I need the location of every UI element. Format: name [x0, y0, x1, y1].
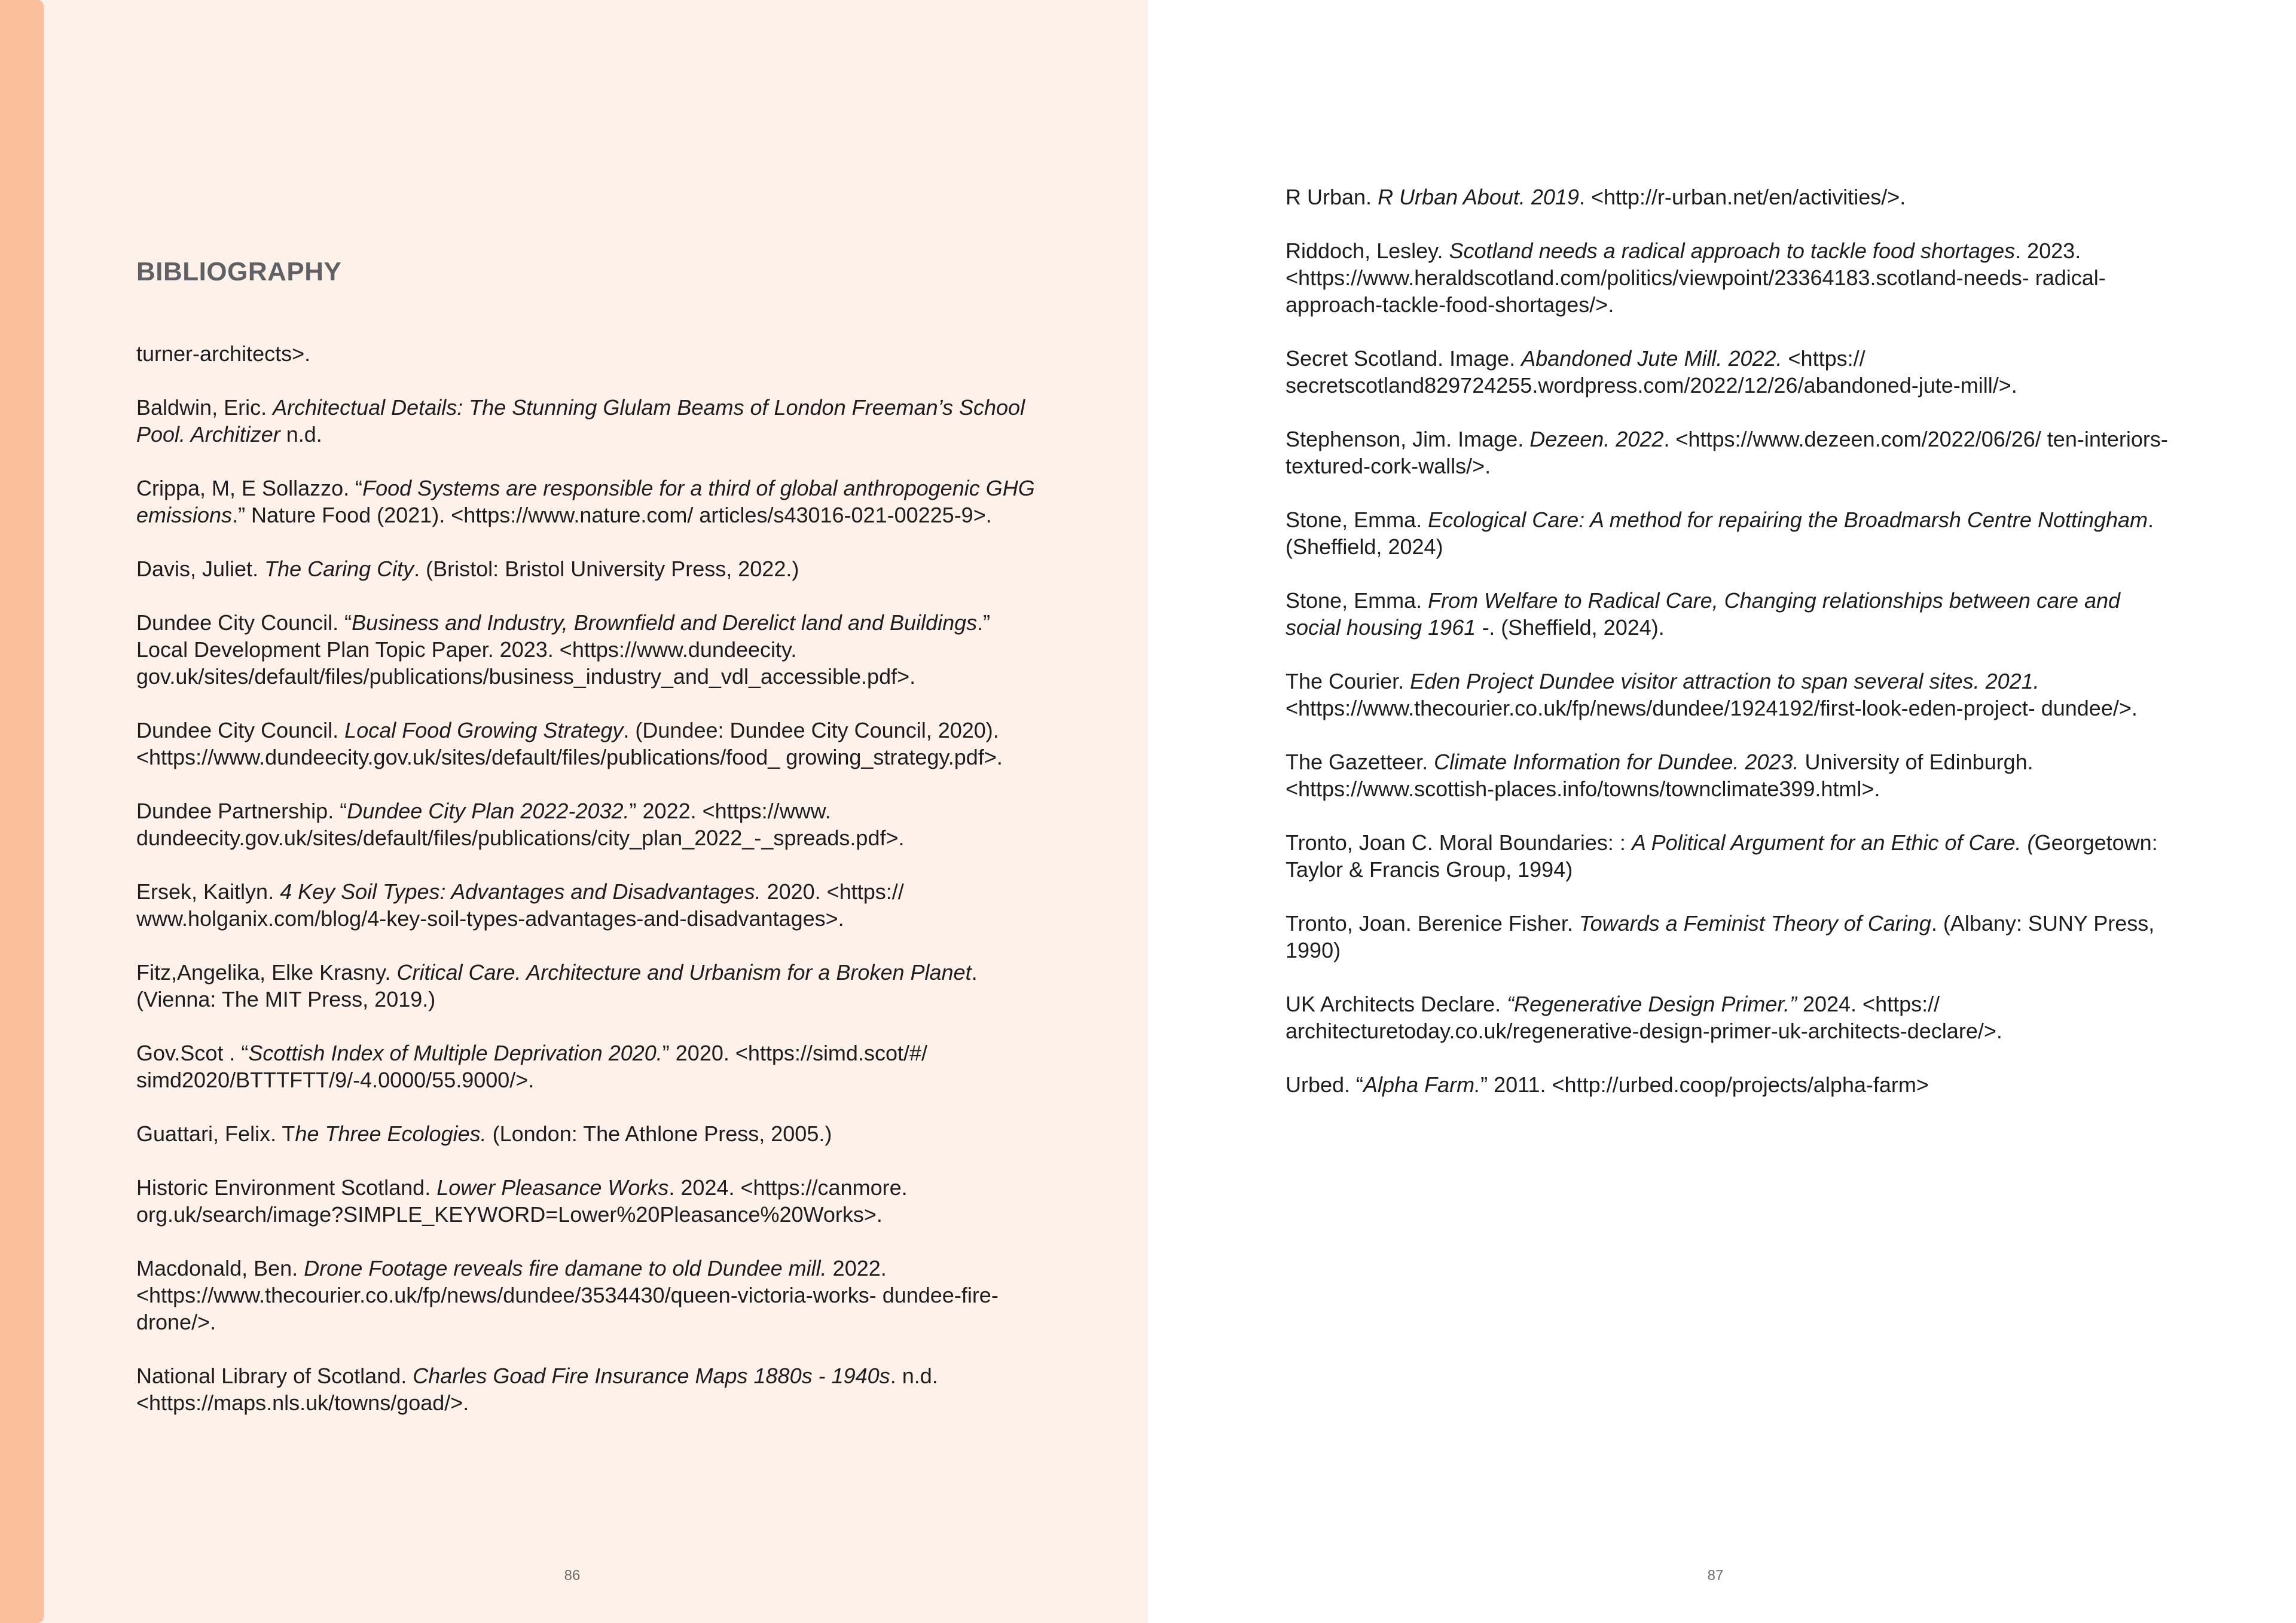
entry-title: Scottish Index of Multiple Deprivation 2020. — [248, 1041, 662, 1065]
entry-text: Stephenson, Jim. Image. — [1286, 427, 1530, 451]
entry-text: . (Dundee: Dundee City Council, 2020). <https://www.dundeecity.gov.uk/sites/default/files/publications/food_ growing_strategy.pdf>. — [136, 718, 1003, 769]
bibliography-entry — [1286, 748, 2170, 802]
entry-title: Business and Industry, Brownfield and Derelict land and Buildings — [352, 610, 978, 635]
entry-text: Macdonald, Ben. — [136, 1256, 304, 1280]
bibliography-entry — [1286, 991, 2170, 1044]
entry-text: 2024. <https:// architecturetoday.co.uk/regenerative-design-primer-uk-architects-declare/>. — [1286, 992, 2002, 1043]
entry-text: <https:// secretscotland829724255.wordpress.com/2022/12/26/abandoned-jute-mill/>. — [1286, 346, 2017, 398]
entry-text: Urbed. “ — [1286, 1072, 1364, 1097]
entry-text: Stone, Emma. — [1286, 508, 1428, 532]
bibliography-entry — [1286, 237, 2170, 318]
bibliography-entry — [1286, 345, 2170, 399]
bibliography-entry — [136, 475, 1045, 528]
entry-text: .” Local Development Plan Topic Paper. 2023. <https://www.dundeecity. gov.uk/sites/default/files/publications/business_industry_and_vdl_accessible.pdf>. — [136, 610, 991, 689]
bibliography-entry — [136, 1174, 1045, 1228]
bibliography-entry — [136, 797, 1045, 851]
entry-text: Historic Environment Scotland. — [136, 1175, 437, 1200]
entry-title: Critical Care. Architecture and Urbanism for a Broken Planet — [396, 960, 972, 985]
entry-text: Dundee City Council. — [136, 718, 345, 742]
entry-text: Fitz,Angelika, Elke Krasny. — [136, 960, 397, 985]
entry-text: .” Nature Food (2021). <https://www.nature.com/ articles/s43016-021-00225-9>. — [232, 503, 992, 527]
entry-title: Food Systems are responsible for a third of global anthropogenic GHG emissions — [136, 476, 1035, 527]
entry-title: Scotland needs a radical approach to tackle food shortages — [1449, 239, 2016, 263]
bibliography-entry — [136, 878, 1045, 932]
entry-title: A Political Argument for an Ethic of Care. ( — [1631, 830, 2035, 855]
entry-text: The Gazetteer. — [1286, 750, 1434, 774]
bibliography-entry — [1286, 910, 2170, 964]
entry-text: . (Sheffield, 2024) — [1286, 508, 2154, 559]
entry-text: n.d. — [280, 422, 322, 447]
page-number-left: 86 — [564, 1567, 581, 1584]
entry-text: . (Sheffield, 2024). — [1489, 615, 1665, 640]
entry-text: ” 2011. <http://urbed.coop/projects/alpha-farm> — [1480, 1072, 1929, 1097]
entry-text: turner-architects>. — [136, 341, 311, 366]
bibliography-entry — [136, 555, 1045, 582]
entry-text: . 2024. <https://canmore. org.uk/search/image?SIMPLE_KEYWORD=Lower%20Pleasance%20Works>. — [136, 1175, 908, 1227]
bibliography-list-left — [136, 340, 1045, 1443]
entry-text: ” 2020. <https://simd.scot/#/ simd2020/BTTTFTT/9/-4.0000/55.9000/>. — [136, 1041, 927, 1092]
bibliography-entry — [1286, 506, 2170, 560]
entry-title: R Urban About. 2019 — [1378, 185, 1579, 209]
entry-text: National Library of Scotland. — [136, 1364, 413, 1388]
bibliography-entry — [136, 394, 1045, 448]
entry-text: UK Architects Declare. — [1286, 992, 1507, 1016]
entry-text: . n.d. <https://maps.nls.uk/towns/goad/>. — [136, 1364, 938, 1415]
entry-text: Riddoch, Lesley. — [1286, 239, 1449, 263]
entry-text: . 2023. <https://www.heraldscotland.com/politics/viewpoint/23364183.scotland-needs- radical-approach-tackle-food-shortages/>. — [1286, 239, 2106, 317]
entry-text: <https://www.thecourier.co.uk/fp/news/dundee/1924192/first-look-eden-project- dundee/>. — [1286, 696, 2138, 720]
entry-title: Local Food Growing Strategy — [344, 718, 624, 742]
entry-text: Tronto, Joan. Berenice Fisher. — [1286, 911, 1579, 936]
entry-text: . <https://www.dezeen.com/2022/06/26/ ten-interiors-textured-cork-walls/>. — [1286, 427, 2168, 478]
entry-text: Stone, Emma. — [1286, 588, 1428, 613]
entry-text: Baldwin, Eric. — [136, 395, 273, 420]
entry-title: Eden Project Dundee visitor attraction to span several sites. 2021. — [1410, 669, 2039, 693]
entry-text: . <http://r-urban.net/en/activities/>. — [1578, 185, 1906, 209]
bibliography-entry — [1286, 1071, 2170, 1098]
entry-title: Towards a Feminist Theory of Caring — [1578, 911, 1931, 936]
entry-text: Crippa, M, E Sollazzo. “ — [136, 476, 363, 500]
entry-text: Dundee Partnership. “ — [136, 799, 347, 823]
entry-title: Lower Pleasance Works — [436, 1175, 669, 1200]
entry-title: Architectual Details: The Stunning Glulam Beams of London Freeman’s School Pool. Architizer — [136, 395, 1025, 447]
entry-text: R Urban. — [1286, 185, 1378, 209]
entry-title: The Caring City — [264, 557, 414, 581]
entry-text: Georgetown: Taylor & Francis Group, 1994) — [1286, 830, 2158, 882]
entry-text: ” 2022. <https://www. dundeecity.gov.uk/sites/default/files/publications/city_plan_2022_-_spreads.pdf>. — [136, 799, 905, 850]
bibliography-entry — [136, 1040, 1045, 1093]
entry-text: Gov.Scot . “ — [136, 1041, 249, 1065]
entry-text: . (Bristol: Bristol University Press, 2022.) — [414, 557, 799, 581]
entry-title: “Regenerative Design Primer.” — [1507, 992, 1797, 1016]
entry-title: 4 Key Soil Types: Advantages and Disadvantages. — [280, 879, 761, 904]
bibliography-entry — [136, 609, 1045, 690]
bibliography-entry — [136, 340, 1045, 367]
entry-text: . (Vienna: The MIT Press, 2019.) — [136, 960, 978, 1011]
bibliography-entry — [136, 1362, 1045, 1416]
entry-text: University of Edinburgh. <https://www.scottish-places.info/towns/townclimate399.html>. — [1286, 750, 2034, 801]
entry-title: Dezeen. 2022 — [1529, 427, 1664, 451]
page-number-right: 87 — [1707, 1567, 1724, 1584]
entry-title: Charles Goad Fire Insurance Maps 1880s - 1940s — [413, 1364, 890, 1388]
entry-title: Abandoned Jute Mill. 2022. — [1521, 346, 1782, 371]
bibliography-entry — [1286, 426, 2170, 479]
bibliography-entry — [1286, 829, 2170, 883]
entry-text: . (Albany: SUNY Press, 1990) — [1286, 911, 2155, 962]
entry-text: Guattari, Felix. T — [136, 1121, 295, 1146]
bibliography-entry — [136, 959, 1045, 1013]
entry-text: 2020. <https:// www.holganix.com/blog/4-key-soil-types-advantages-and-disadvantages>. — [136, 879, 904, 931]
entry-text: The Courier. — [1286, 669, 1410, 693]
bibliography-entry — [136, 717, 1045, 771]
spine-tab — [0, 0, 44, 1623]
entry-title: Alpha Farm. — [1363, 1072, 1481, 1097]
entry-title: he Three Ecologies. — [295, 1121, 487, 1146]
entry-title: Ecological Care: A method for repairing the Broadmarsh Centre Nottingham — [1428, 508, 2148, 532]
entry-title: Climate Information for Dundee. 2023. — [1434, 750, 1799, 774]
bibliography-entry — [1286, 184, 2170, 210]
entry-text: Dundee City Council. “ — [136, 610, 352, 635]
entry-text: Secret Scotland. Image. — [1286, 346, 1522, 371]
entry-title: Dundee City Plan 2022-2032. — [347, 799, 630, 823]
bibliography-entry — [1286, 668, 2170, 722]
entry-title: From Welfare to Radical Care, Changing relationships between care and social housing 1961 - — [1286, 588, 2121, 640]
entry-text: (London: The Athlone Press, 2005.) — [486, 1121, 832, 1146]
entry-text: Tronto, Joan C. Moral Boundaries: : — [1286, 830, 1632, 855]
bibliography-entry — [136, 1120, 1045, 1147]
entry-text: Ersek, Kaitlyn. — [136, 879, 280, 904]
bibliography-list-right — [1286, 184, 2170, 1125]
bibliography-entry — [136, 1255, 1045, 1335]
page-title: BIBLIOGRAPHY — [136, 257, 342, 286]
entry-text: Davis, Juliet. — [136, 557, 265, 581]
bibliography-entry — [1286, 587, 2170, 641]
entry-title: Drone Footage reveals fire damane to old Dundee mill. — [304, 1256, 827, 1280]
entry-text: 2022. <https://www.thecourier.co.uk/fp/news/dundee/3534430/queen-victoria-works- dundee-fire-drone/>. — [136, 1256, 999, 1334]
